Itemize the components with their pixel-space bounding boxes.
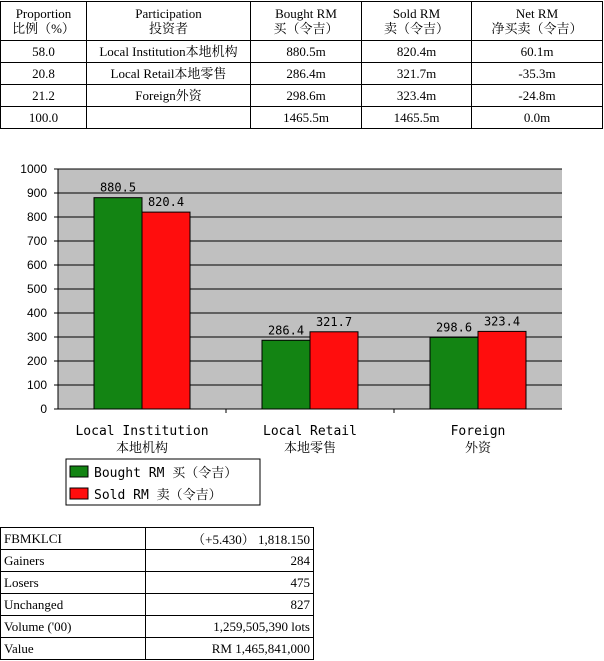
- table-row: [1, 63, 603, 85]
- row-label: FBMKLCI: [1, 528, 146, 550]
- investor-flow-table: [0, 1, 603, 129]
- legend-label: Sold RM 卖（令吉）: [94, 488, 222, 503]
- x-tick-label-zh: 本地零售: [283, 441, 337, 456]
- table-row: [1, 594, 314, 616]
- table-row: [1, 572, 314, 594]
- header-sold: Sold RM 卖（令吉）: [362, 2, 472, 41]
- table-cell: Local Retail本地零售: [87, 63, 251, 85]
- table-row: [1, 550, 314, 572]
- y-tick-label: 400: [26, 306, 47, 320]
- y-tick-label: 100: [26, 378, 47, 392]
- table-cell: 286.4m: [251, 63, 362, 85]
- x-tick-label: Local Institution: [75, 424, 209, 439]
- row-value: （+5.430） 1,818.150: [146, 528, 314, 550]
- row-label: Unchanged: [1, 594, 146, 616]
- market-summary-table: [0, 527, 314, 660]
- table-cell: Local Institution本地机构: [87, 41, 251, 63]
- table-cell: -24.8m: [472, 85, 603, 107]
- x-tick-label: Foreign: [450, 424, 506, 439]
- y-tick-label: 0: [40, 402, 47, 416]
- row-value: 284: [146, 550, 314, 572]
- y-tick-label: 800: [26, 210, 47, 224]
- row-value: RM 1,465,841,000: [146, 638, 314, 660]
- table-cell: 21.2: [1, 85, 87, 107]
- row-value: 1,259,505,390 lots: [146, 616, 314, 638]
- bar: [310, 332, 358, 409]
- legend-swatch: [70, 466, 88, 477]
- table-cell: 100.0: [1, 107, 87, 129]
- header-net: Net RM 净买卖（令吉）: [472, 2, 603, 41]
- bar: [262, 340, 310, 409]
- table-row: [1, 85, 603, 107]
- table-row: [1, 638, 314, 660]
- table-row: [1, 528, 314, 550]
- y-tick-label: 900: [26, 186, 47, 200]
- legend-swatch: [70, 488, 88, 499]
- table-cell: 1465.5m: [251, 107, 362, 129]
- data-label: 880.5: [99, 180, 137, 195]
- table-row: [1, 41, 603, 63]
- table-header-row: [1, 2, 603, 41]
- table-cell: 60.1m: [472, 41, 603, 63]
- row-label: Volume ('00): [1, 616, 146, 638]
- header-proportion: Proportion 比例（%）: [1, 2, 87, 41]
- table-cell: 20.8: [1, 63, 87, 85]
- table-cell: -35.3m: [472, 63, 603, 85]
- data-label: 286.4: [267, 323, 305, 338]
- bar: [478, 331, 526, 409]
- table-cell: 820.4m: [362, 41, 472, 63]
- x-tick-label-zh: 外资: [464, 441, 492, 456]
- bar: [94, 198, 142, 409]
- table-cell: 1465.5m: [362, 107, 472, 129]
- data-label: 298.6: [435, 320, 473, 335]
- table-cell: 880.5m: [251, 41, 362, 63]
- row-label: Gainers: [1, 550, 146, 572]
- table-cell: 323.4m: [362, 85, 472, 107]
- header-participation: Participation 投资者: [87, 2, 251, 41]
- y-tick-label: 300: [26, 330, 47, 344]
- row-label: Losers: [1, 572, 146, 594]
- legend-label: Bought RM 买（令吉）: [94, 466, 238, 481]
- bar: [430, 337, 478, 409]
- x-tick-label-zh: 本地机构: [115, 441, 169, 456]
- row-value: 827: [146, 594, 314, 616]
- table-cell: Foreign外资: [87, 85, 251, 107]
- table-cell: [87, 107, 251, 129]
- table-cell: 321.7m: [362, 63, 472, 85]
- data-label: 820.4: [147, 195, 185, 210]
- y-tick-label: 1000: [20, 162, 47, 176]
- data-label: 323.4: [483, 314, 521, 329]
- table-cell: 298.6m: [251, 85, 362, 107]
- row-value: 475: [146, 572, 314, 594]
- data-label: 321.7: [315, 314, 353, 329]
- y-tick-label: 500: [26, 282, 47, 296]
- table-cell: 58.0: [1, 41, 87, 63]
- header-bought: Bought RM 买（令吉）: [251, 2, 362, 41]
- table-row: [1, 616, 314, 638]
- y-tick-label: 200: [26, 354, 47, 368]
- y-tick-label: 700: [26, 234, 47, 248]
- bought-sold-bar-chart: [0, 160, 604, 510]
- y-tick-label: 600: [26, 258, 47, 272]
- x-tick-label: Local Retail: [263, 424, 357, 439]
- bar: [142, 212, 190, 409]
- row-label: Value: [1, 638, 146, 660]
- table-row: [1, 107, 603, 129]
- table-cell: 0.0m: [472, 107, 603, 129]
